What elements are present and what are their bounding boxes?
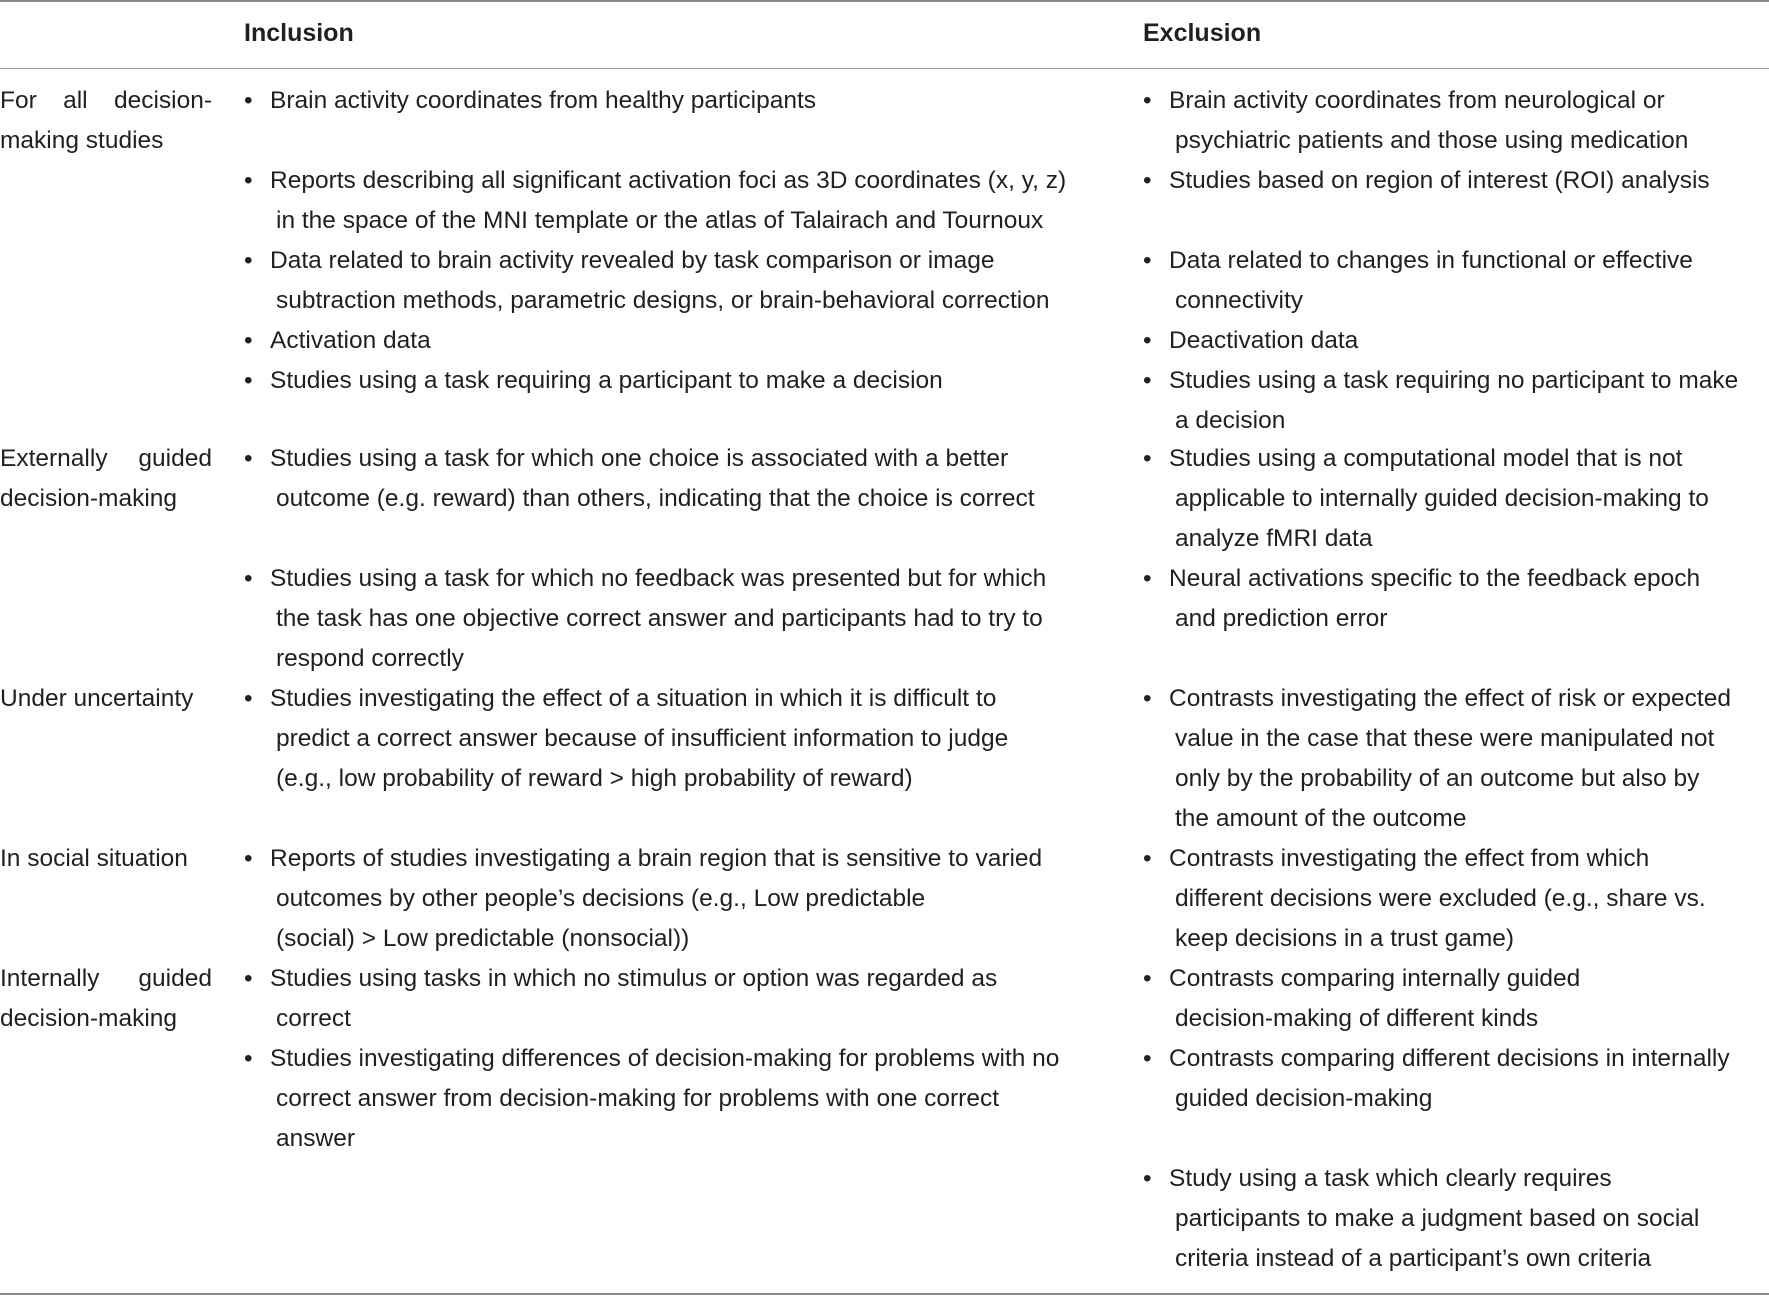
exclusion-criterion — [1143, 1159, 1699, 1279]
table-header-rule — [0, 68, 1769, 69]
bullet-dot: • — [244, 685, 253, 712]
bullet-dot: • — [244, 445, 253, 472]
exclusion-header: Exclusion — [1143, 19, 1262, 47]
inclusion-header: Inclusion — [244, 19, 354, 47]
table-bottom-rule — [0, 1293, 1769, 1295]
bullet-dot: • — [1143, 1045, 1152, 1072]
bullet-dot: • — [1143, 965, 1152, 992]
bullet-dot: • — [1143, 167, 1152, 194]
exclusion-criterion-line: decision-making of different kinds — [1175, 1005, 1539, 1032]
bullet-dot: • — [244, 87, 253, 114]
bullet-dot: • — [1143, 685, 1152, 712]
inclusion-criterion — [244, 959, 997, 1039]
exclusion-criterion — [1143, 161, 1710, 201]
exclusion-criterion-line: criteria instead of a participant’s own criteria — [1175, 1245, 1652, 1272]
bullet-dot: • — [1143, 327, 1152, 354]
inclusion-criterion-line: Brain activity coordinates from healthy participants — [270, 87, 817, 114]
exclusion-criterion-line: Studies based on region of interest (ROI) analysis — [1169, 167, 1710, 194]
category-label: Under uncertainty — [0, 685, 194, 712]
exclusion-criterion-line: a decision — [1175, 407, 1286, 434]
inclusion-criterion-line: Studies investigating the effect of a situation in which it is difficult to — [270, 685, 997, 712]
exclusion-criterion — [1143, 81, 1688, 161]
bullet-dot: • — [244, 965, 253, 992]
bullet-dot: • — [244, 167, 253, 194]
exclusion-criterion — [1143, 679, 1731, 839]
inclusion-criterion — [244, 361, 943, 401]
inclusion-criterion — [244, 241, 1050, 321]
exclusion-criterion — [1143, 559, 1700, 639]
inclusion-criterion-line: Studies investigating differences of decision-making for problems with no — [270, 1045, 1060, 1072]
bullet-dot: • — [244, 565, 253, 592]
inclusion-criterion-line: Reports of studies investigating a brain region that is sensitive to varied — [270, 845, 1043, 872]
exclusion-criterion-line: applicable to internally guided decision-making to — [1175, 485, 1709, 512]
exclusion-criterion-line: and prediction error — [1175, 605, 1388, 632]
exclusion-criterion — [1143, 321, 1358, 361]
exclusion-criterion-line: Contrasts investigating the effect of risk or expected — [1169, 685, 1731, 712]
inclusion-criterion-line: correct answer from decision-making for problems with one correct — [276, 1085, 1000, 1112]
exclusion-criterion-line: Data related to changes in functional or effective — [1169, 247, 1693, 274]
inclusion-criterion-line: Studies using a task for which one choice is associated with a better — [270, 445, 1009, 472]
inclusion-criterion — [244, 81, 816, 121]
inclusion-criterion-line: correct — [276, 1005, 351, 1032]
inclusion-criterion — [244, 161, 1066, 241]
inclusion-criterion — [244, 839, 1042, 959]
bullet-dot: • — [244, 247, 253, 274]
category-label: In social situation — [0, 845, 188, 872]
bullet-dot: • — [244, 845, 253, 872]
exclusion-criterion — [1143, 839, 1706, 959]
exclusion-criterion — [1143, 439, 1709, 559]
category-label: For all decision-making studies — [0, 87, 212, 154]
bullet-dot: • — [1143, 1165, 1152, 1192]
exclusion-criterion-line: value in the case that these were manipulated not — [1175, 725, 1715, 752]
inclusion-criterion-line: (e.g., low probability of reward > high probability of reward) — [276, 765, 913, 792]
exclusion-criterion — [1143, 959, 1580, 1039]
inclusion-criterion-line: outcome (e.g. reward) than others, indicating that the choice is correct — [276, 485, 1035, 512]
exclusion-criterion — [1143, 361, 1738, 441]
category-label: Externally guided decision-making — [0, 445, 212, 512]
exclusion-criterion-line: different decisions were excluded (e.g., share vs. — [1175, 885, 1706, 912]
table-top-rule — [0, 0, 1769, 2]
exclusion-criterion-line: connectivity — [1175, 287, 1304, 314]
exclusion-criterion-line: guided decision-making — [1175, 1085, 1433, 1112]
exclusion-criterion-line: Contrasts investigating the effect from which — [1169, 845, 1650, 872]
exclusion-criterion-line: Deactivation data — [1169, 327, 1359, 354]
inclusion-criterion-line: respond correctly — [276, 645, 464, 672]
bullet-dot: • — [244, 1045, 253, 1072]
exclusion-criterion-line: analyze fMRI data — [1175, 525, 1373, 552]
inclusion-criterion — [244, 1039, 1059, 1159]
exclusion-criterion-line: Studies using a task requiring no participant to make — [1169, 367, 1739, 394]
exclusion-criterion — [1143, 241, 1693, 321]
exclusion-criterion-line: psychiatric patients and those using medication — [1175, 127, 1689, 154]
bullet-dot: • — [1143, 445, 1152, 472]
exclusion-criterion-line: Study using a task which clearly requires — [1169, 1165, 1612, 1192]
inclusion-criterion-line: answer — [276, 1125, 355, 1152]
inclusion-criterion-line: Studies using a task for which no feedback was presented but for which — [270, 565, 1047, 592]
inclusion-criterion-line: subtraction methods, parametric designs, or brain-behavioral correction — [276, 287, 1050, 314]
inclusion-criterion-line: the task has one objective correct answer and participants had to try to — [276, 605, 1043, 632]
bullet-dot: • — [1143, 565, 1152, 592]
exclusion-criterion — [1143, 1039, 1730, 1119]
inclusion-criterion-line: Reports describing all significant activation foci as 3D coordinates (x, y, z) — [270, 167, 1067, 194]
exclusion-criterion-line: only by the probability of an outcome but also by — [1175, 765, 1700, 792]
inclusion-criterion-line: Activation data — [270, 327, 431, 354]
inclusion-criterion — [244, 321, 431, 361]
bullet-dot: • — [1143, 87, 1152, 114]
inclusion-criterion-line: in the space of the MNI template or the atlas of Talairach and Tournoux — [276, 207, 1044, 234]
exclusion-criterion-line: participants to make a judgment based on social — [1175, 1205, 1700, 1232]
exclusion-criterion-line: the amount of the outcome — [1175, 805, 1467, 832]
bullet-dot: • — [1143, 247, 1152, 274]
bullet-dot: • — [1143, 367, 1152, 394]
inclusion-criterion-line: Studies using a task requiring a participant to make a decision — [270, 367, 943, 394]
inclusion-criterion-line: outcomes by other people’s decisions (e.g., Low predictable — [276, 885, 926, 912]
exclusion-criterion-line: keep decisions in a trust game) — [1175, 925, 1515, 952]
inclusion-criterion — [244, 439, 1035, 519]
inclusion-criterion-line: Data related to brain activity revealed by task comparison or image — [270, 247, 995, 274]
bullet-dot: • — [244, 367, 253, 394]
exclusion-criterion-line: Contrasts comparing internally guided — [1169, 965, 1581, 992]
inclusion-criterion — [244, 679, 1008, 799]
exclusion-criterion-line: Neural activations specific to the feedback epoch — [1169, 565, 1701, 592]
inclusion-criterion-line: Studies using tasks in which no stimulus or option was regarded as — [270, 965, 998, 992]
exclusion-criterion-line: Brain activity coordinates from neurological or — [1169, 87, 1665, 114]
category-label: Internally guided decision-making — [0, 965, 212, 1032]
bullet-dot: • — [1143, 845, 1152, 872]
inclusion-criterion-line: (social) > Low predictable (nonsocial)) — [276, 925, 690, 952]
inclusion-criterion-line: predict a correct answer because of insufficient information to judge — [276, 725, 1009, 752]
exclusion-criterion-line: Studies using a computational model that is not — [1169, 445, 1683, 472]
bullet-dot: • — [244, 327, 253, 354]
inclusion-criterion — [244, 559, 1046, 679]
exclusion-criterion-line: Contrasts comparing different decisions in internally — [1169, 1045, 1730, 1072]
